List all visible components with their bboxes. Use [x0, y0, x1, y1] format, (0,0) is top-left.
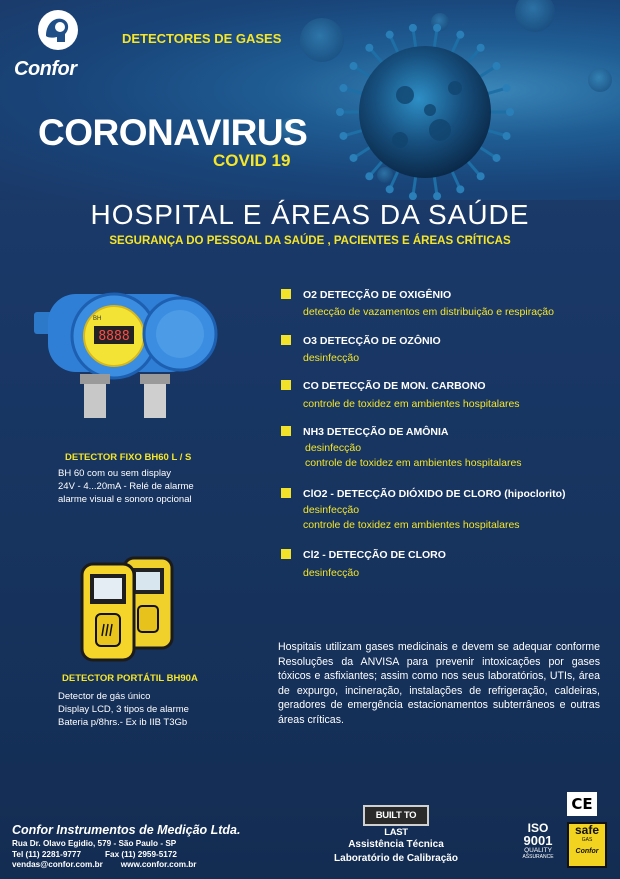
list-bullet: [281, 380, 291, 390]
website-link[interactable]: www.confor.com.br: [120, 860, 197, 869]
web-line: [12, 860, 196, 871]
address-line: Rua Dr. Olavo Egidio, 579 - São Paulo - SP: [12, 839, 177, 848]
gas-nh3-desc: desinfecção controle de toxidez em ambientes hospitalares: [305, 442, 522, 469]
gas-clo2-title: ClO2 - DETECÇÃO DIÓXIDO DE CLORO (hipoclorito): [303, 488, 566, 500]
gas-o2-desc: detecção de vazamentos em distribuição e respiração: [303, 306, 554, 318]
gas-o3-title: O3 DETECÇÃO DE OZÔNIO: [303, 335, 441, 347]
spec-line: alarme visual e sonoro opcional: [58, 494, 192, 505]
company-name: Confor Instrumentos de Medição Ltda.: [12, 823, 241, 837]
gas-cl2-title: Cl2 - DETECÇÃO DE CLORO: [303, 549, 446, 561]
service-text: Assistência Técnica Laboratório de Calibração: [334, 839, 458, 864]
gas-cl2-desc: desinfecção: [303, 567, 360, 579]
hero-banner: [0, 0, 620, 200]
safe-gas-logo: safe GAS Confor: [567, 822, 607, 868]
phone-line: [12, 850, 196, 861]
gas-o3-desc: desinfecção: [303, 352, 360, 364]
brand-name: Confor: [14, 58, 77, 80]
svg-text:BH: BH: [93, 316, 102, 322]
hospital-paragraph: Hospitais utilizam gases medicinais e devem se adequar conforme Resoluções da ANVISA para prevenir intoxicações por gases tóxicos e asfixiantes; assim como nos seus laboratórios, UTIs, área de expurgo, incineração, instalações de refrigeração, caldeiras, geradores de emergência estacionamentos subterrâneos e outras áreas críticas.: [278, 641, 600, 726]
company-contact: [12, 839, 196, 871]
email-link[interactable]: vendas@confor.com.br: [12, 860, 103, 869]
portable-detector-specs: [58, 690, 189, 729]
gas-nh3-title: NH3 DETECÇÃO DE AMÔNIA: [303, 426, 449, 438]
fax: Fax (11) 2959-5172: [105, 849, 177, 859]
ce-mark: CE: [567, 792, 597, 816]
hero-subtitle: COVID 19: [213, 151, 291, 170]
phone: Tel (11) 2281-9777: [12, 849, 82, 859]
fixed-detector-title: DETECTOR FIXO BH60 L / S: [65, 452, 192, 463]
spec-line: Detector de gás único: [58, 691, 151, 702]
gas-clo2-desc: desinfecção controle de toxidez em ambientes hospitalares: [303, 504, 520, 531]
gas-o2-title: O2 DETECÇÃO DE OXIGÊNIO: [303, 289, 452, 301]
brand-tagline: DETECTORES DE GASES: [122, 31, 282, 46]
gas-co-desc: controle de toxidez em ambientes hospitalares: [303, 398, 520, 410]
built-to-last-badge: BUILT TO LAST: [363, 805, 429, 826]
detector-display-digits: 8888: [98, 329, 130, 344]
list-bullet: [281, 488, 291, 498]
iso-9001-badge: ISO 9001 QUALITY ASSURANCE: [522, 821, 554, 860]
spec-line: 24V - 4...20mA - Relé de alarme: [58, 481, 194, 492]
fixed-detector-image: [30, 282, 220, 437]
list-bullet: [281, 426, 291, 436]
spec-line: Bateria p/8hrs.- Ex ib IIB T3Gb: [58, 717, 188, 728]
headline-title: HOSPITAL E ÁREAS DA SAÚDE: [90, 199, 530, 230]
headline-subtitle: SEGURANÇA DO PESSOAL DA SAÚDE , PACIENTES E ÁREAS CRÍTICAS: [109, 235, 511, 247]
portable-detector-title: DETECTOR PORTÁTIL BH90A: [62, 673, 198, 684]
list-bullet: [281, 289, 291, 299]
virus-illustration: [0, 0, 620, 200]
list-bullet: [281, 549, 291, 559]
fixed-detector-specs: [58, 467, 194, 506]
list-bullet: [281, 335, 291, 345]
confor-logo: [36, 8, 80, 57]
hero-title: CORONAVIRUS: [38, 112, 308, 153]
gas-co-title: CO DETECÇÃO DE MON. CARBONO: [303, 380, 486, 392]
spec-line: BH 60 com ou sem display: [58, 468, 171, 479]
portable-detector-image: [76, 554, 186, 669]
spec-line: Display LCD, 3 tipos de alarme: [58, 704, 189, 715]
